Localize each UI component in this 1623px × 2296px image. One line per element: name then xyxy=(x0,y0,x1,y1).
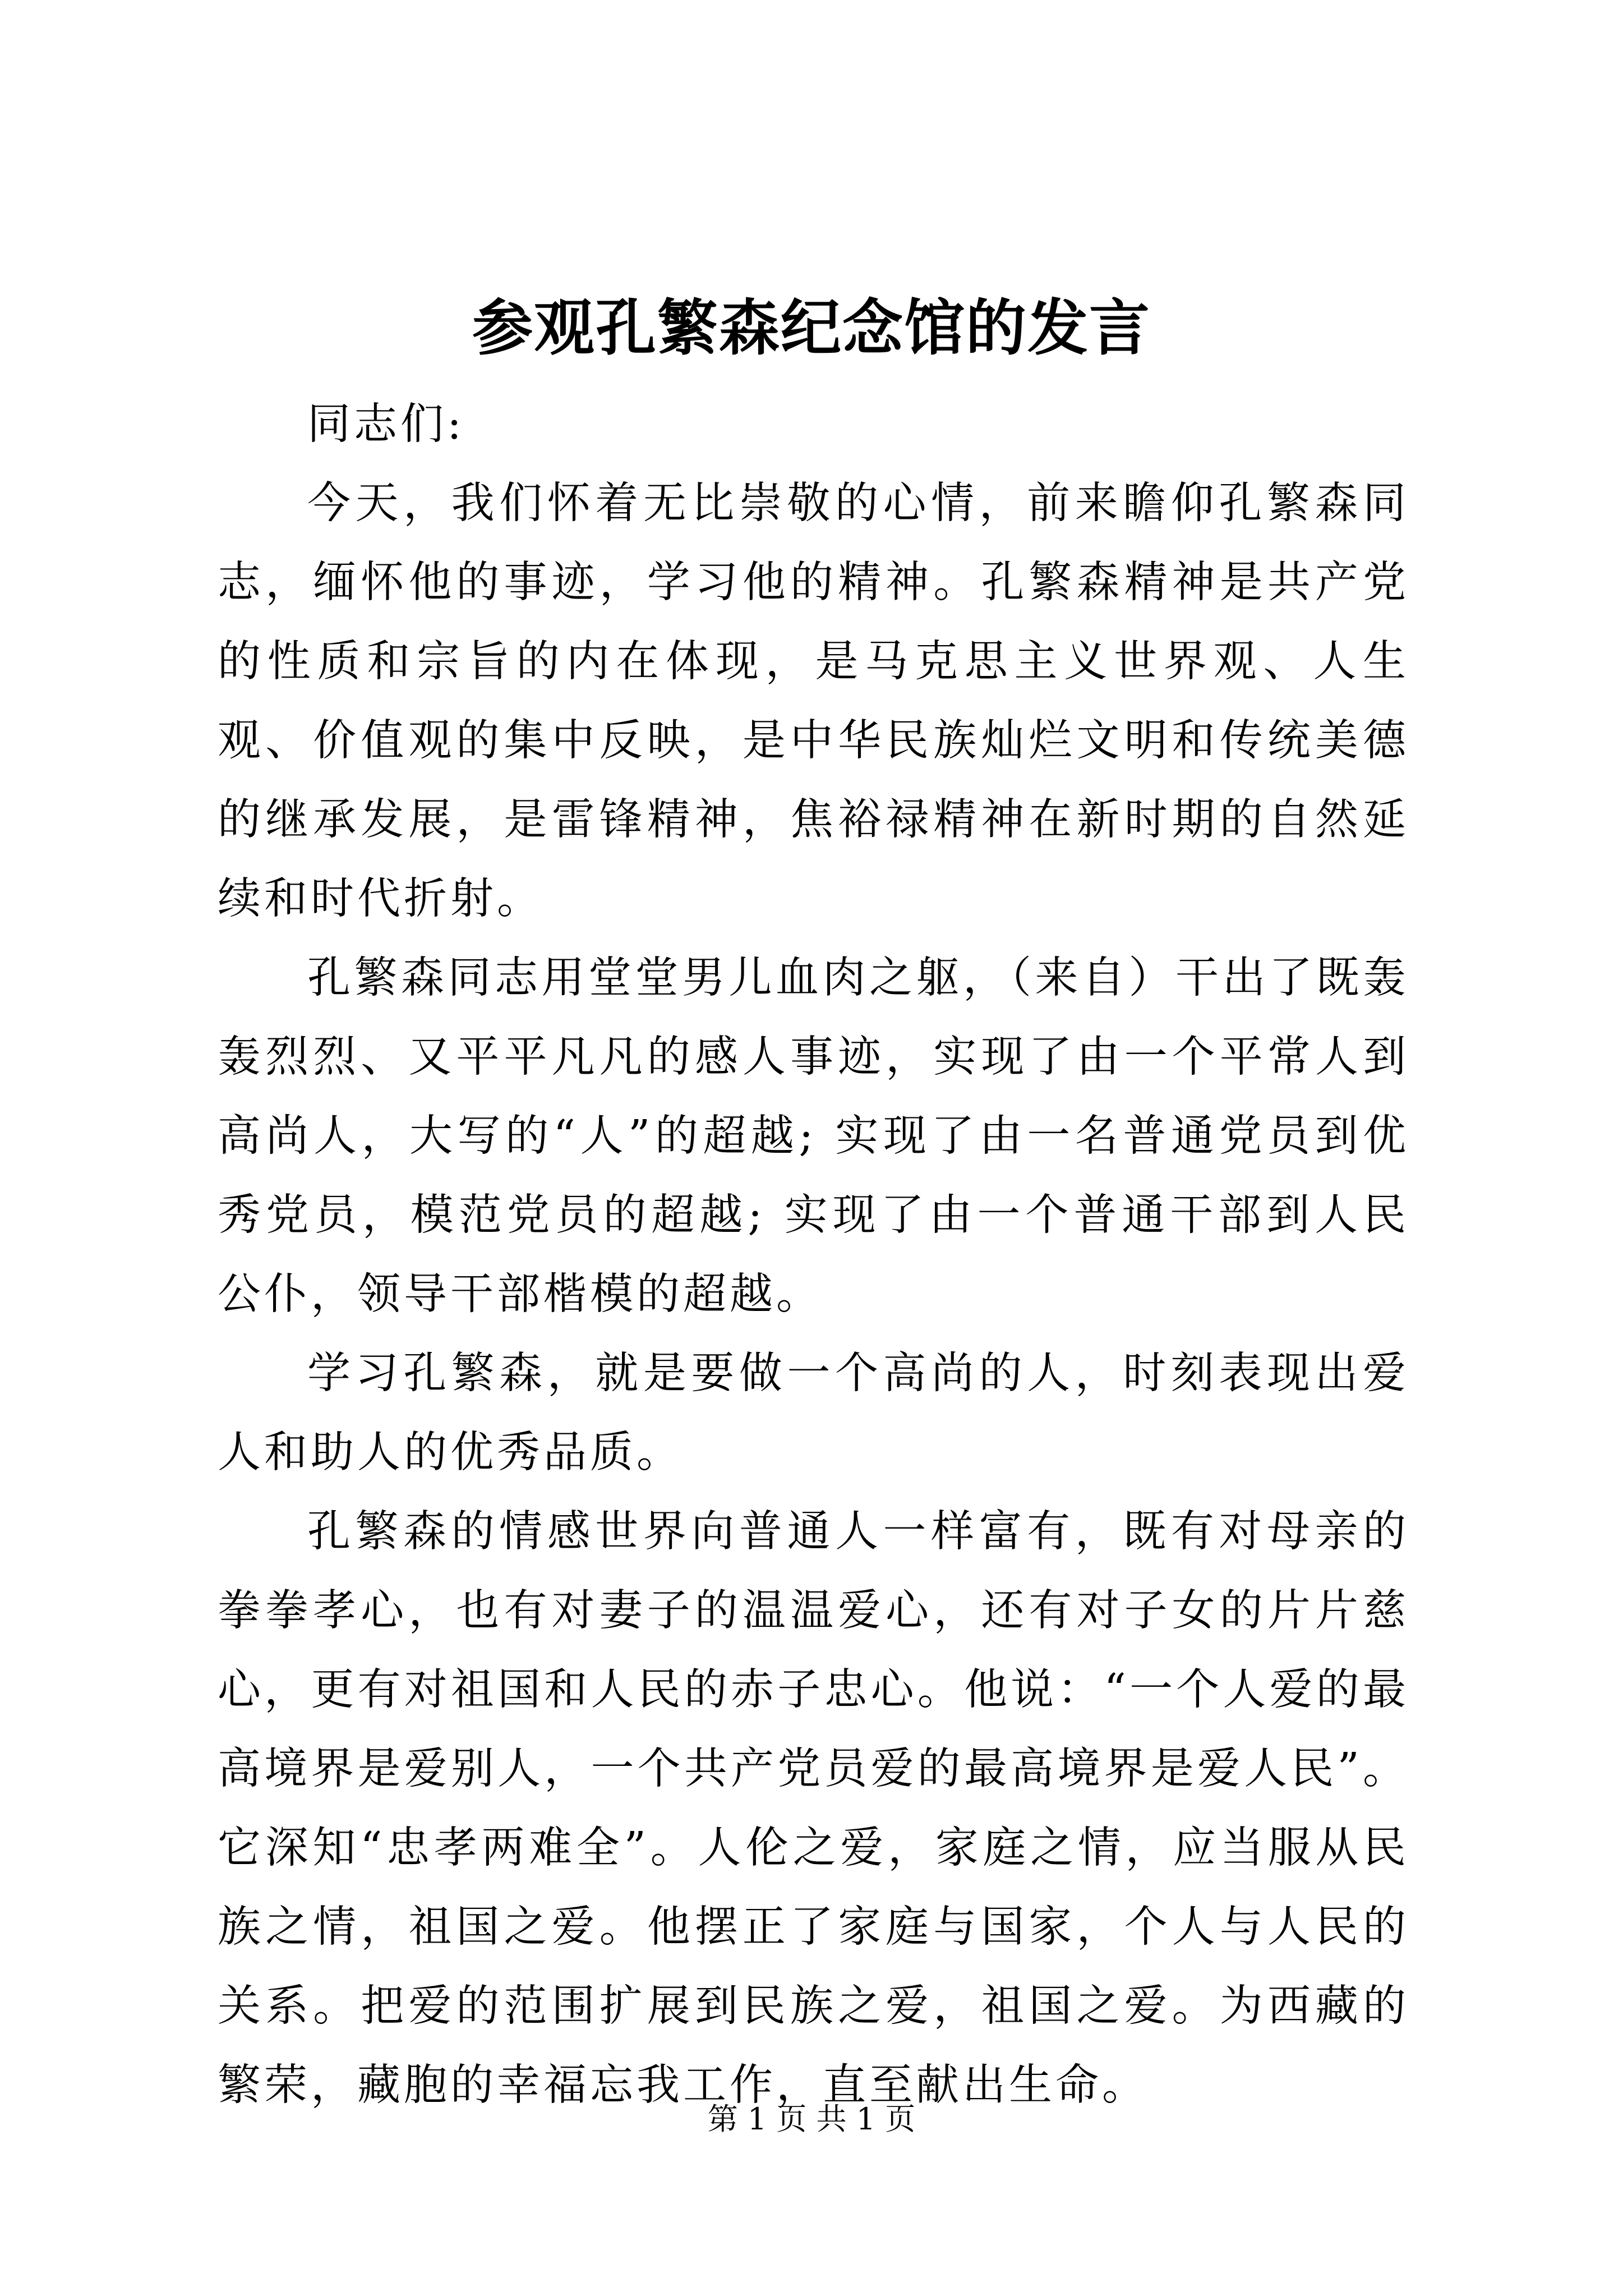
paragraph: 今天，我们怀着无比崇敬的心情，前来瞻仰孔繁森同志，缅怀他的事迹，学习他的精神。孔繁森精神是共产党的性质和宗旨的内在体现，是马克思主义世界观、人生观、价值观的集中反映，是中华民族灿烂文明和传统美德的继承发展，是雷锋精神，焦裕禄精神在新时期的自然延续和时代折射。 xyxy=(218,478,1409,924)
salutation: 同志们: xyxy=(307,399,465,449)
paragraph: 孔繁森的情感世界向普通人一样富有，既有对母亲的拳拳孝心，也有对妻子的温温爱心，还有对子女的片片慈心，更有对祖国和人民的赤子忠心。他说：“一个人爱的最高境界是爱别人，一个共产党员爱的最高境界是爱人民”。它深知“忠孝两难全”。人伦之爱，家庭之情，应当服从民族之情，祖国之爱。他摆正了家庭与国家，个人与人民的关系。把爱的范围扩展到民族之爱，祖国之爱。为西藏的繁荣，藏胞的幸福忘我工作，直至献出生命。 xyxy=(218,1507,1409,2110)
paragraph: 孔繁森同志用堂堂男儿血肉之躯，（来自）干出了既轰轰烈烈、又平平凡凡的感人事迹，实现了由一个平常人到高尚人，大写的“人”的超越; 实现了由一名普通党员到优秀党员，模范党员的超越; 实现了由一个普通干部到人民公仆，领导干部楷模的超越。 xyxy=(218,953,1409,1319)
paragraph: 学习孔繁森，就是要做一个高尚的人，时刻表现出爱人和助人的优秀品质。 xyxy=(218,1349,1409,1478)
page-number-footer: 第 1 页 共 1 页 xyxy=(707,2101,916,2137)
document-title: 参观孔繁森纪念馆的发言 xyxy=(472,293,1151,364)
document-body xyxy=(218,385,1409,2125)
